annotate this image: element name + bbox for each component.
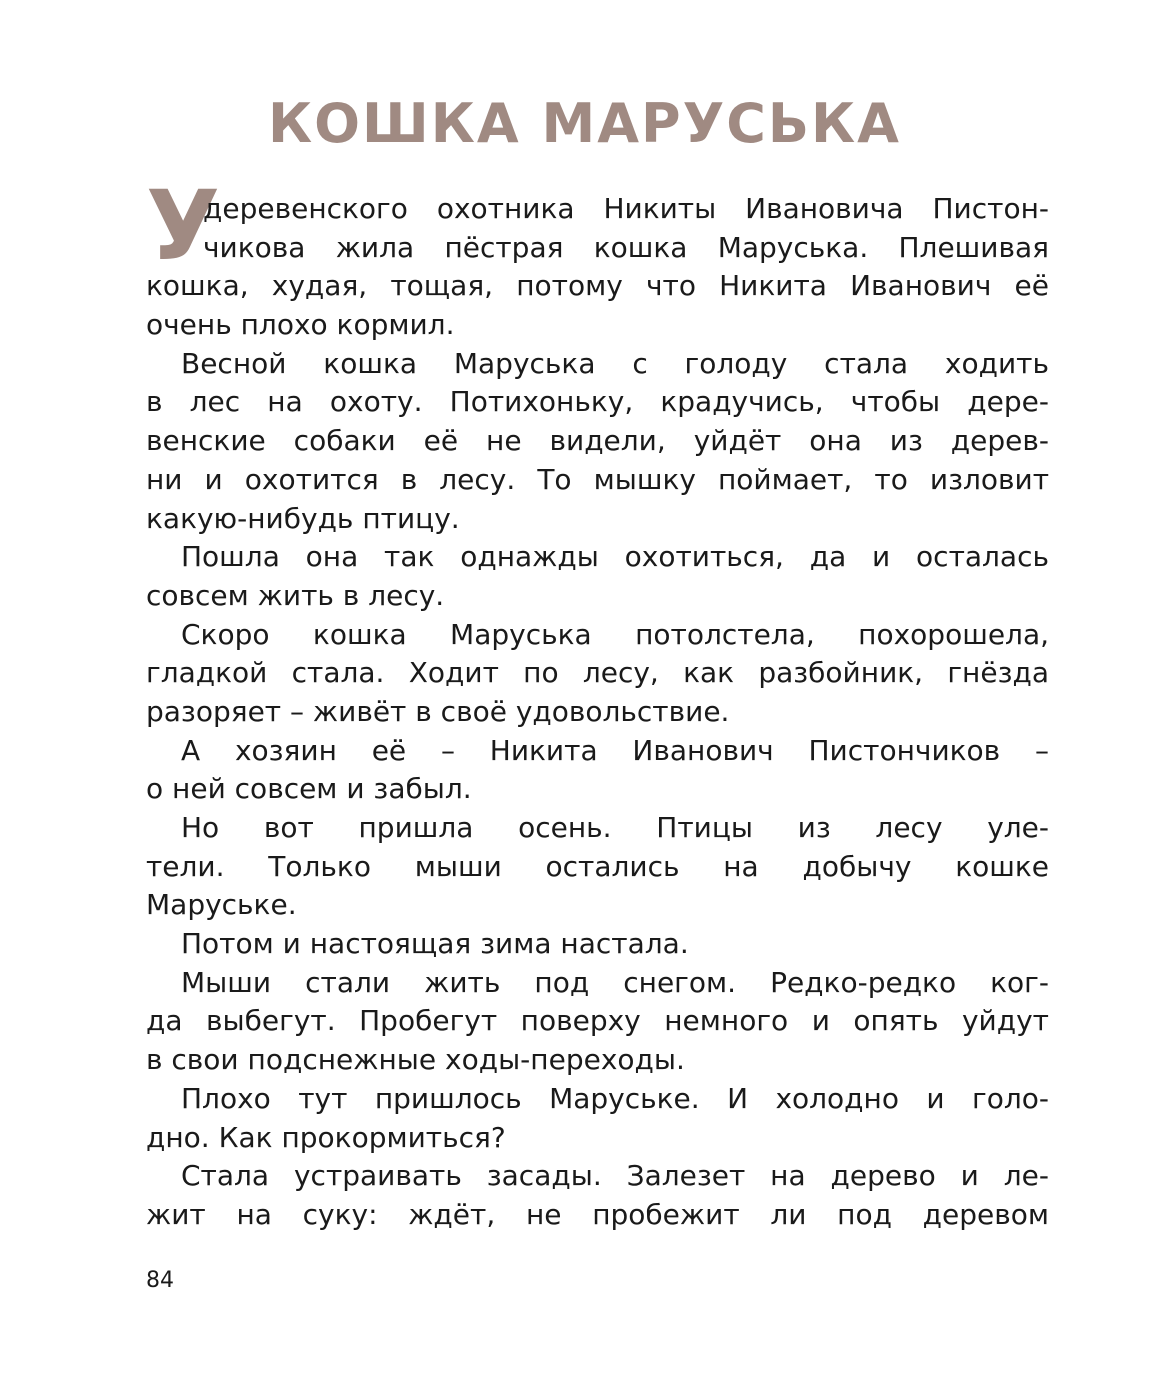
- text-line: Плохо тут пришлось Маруське. И холодно и голо-: [181, 1081, 1049, 1115]
- text-line: в лес на охоту. Потихоньку, крадучись, чтобы дере-: [146, 385, 1049, 419]
- text-line: кошка, худая, тощая, потому что Никита Иванович её: [146, 269, 1049, 303]
- text-line: очень плохо кормил.: [146, 308, 455, 342]
- text-line: жит на суку: ждёт, не пробежит ли под деревом: [146, 1197, 1049, 1231]
- text-line: Мыши стали жить под снегом. Редко-редко ког-: [181, 965, 1049, 999]
- text-line: какую-нибудь птицу.: [146, 501, 460, 535]
- text-line: совсем жить в лесу.: [146, 578, 445, 612]
- page-number: 84: [146, 1268, 174, 1293]
- text-line: чикова жила пёстрая кошка Маруська. Плешивая: [203, 230, 1049, 264]
- text-line: Пошла она так однажды охотиться, да и осталась: [181, 540, 1049, 574]
- text-line: деревенского охотника Никиты Ивановича Пистон-: [203, 192, 1049, 225]
- text-line: дно. Как прокормиться?: [146, 1120, 506, 1154]
- drop-cap-letter: У: [146, 170, 221, 282]
- text-line: о ней совсем и забыл.: [146, 772, 472, 806]
- story-title: КОШКА МАРУСЬКА: [268, 92, 901, 155]
- text-line: Весной кошка Маруська с голоду стала ходить: [181, 346, 1049, 380]
- text-line: да выбегут. Пробегут поверху немного и опять уйдут: [146, 1004, 1049, 1038]
- text-line: тели. Только мыши остались на добычу кошке: [146, 849, 1049, 883]
- text-line: Скоро кошка Маруська потолстела, похорошела,: [181, 617, 1049, 651]
- text-line: Маруське.: [146, 888, 297, 922]
- text-line: Стала устраивать засады. Залезет на дерево и ле-: [181, 1159, 1049, 1193]
- text-line: Но вот пришла осень. Птицы из лесу уле-: [181, 811, 1049, 844]
- text-line: в свои подснежные ходы-переходы.: [146, 1043, 685, 1077]
- text-line: ни и охотится в лесу. То мышку поймает, то изловит: [146, 462, 1049, 496]
- text-line: разоряет – живёт в своё удовольствие.: [146, 694, 730, 728]
- text-line: Потом и настоящая зима настала.: [181, 927, 689, 961]
- text-line: венские собаки её не видели, уйдёт она из дерев-: [146, 424, 1049, 458]
- story-text: [146, 190, 1049, 1235]
- text-line: А хозяин её – Никита Иванович Пистончиков –: [181, 733, 1049, 767]
- text-line: гладкой стала. Ходит по лесу, как разбойник, гнёзда: [146, 656, 1049, 690]
